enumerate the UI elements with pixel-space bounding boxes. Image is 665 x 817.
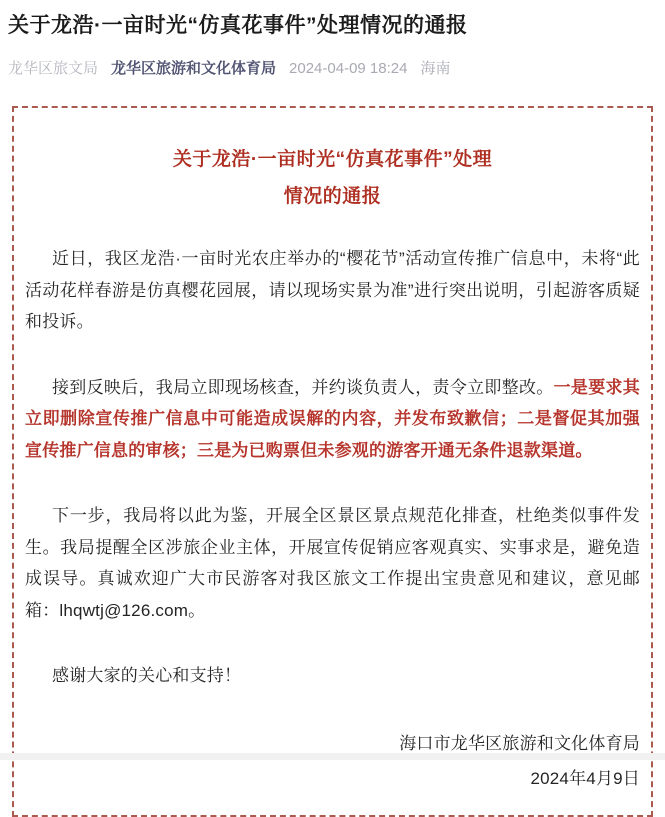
signature-date: 2024年4月9日 bbox=[530, 769, 640, 788]
notice-body bbox=[25, 243, 640, 795]
paragraph-incident: 近日，我区龙浩·一亩时光农庄举办的“樱花节”活动宣传推广信息中，未将“此活动花样春游是仿真樱花园展，请以现场实景为准”进行突出说明，引起游客质疑和投诉。 bbox=[25, 249, 640, 331]
paragraph-measures-intro: 接到反映后，我局立即现场核查，并约谈负责人，责令立即整改。 bbox=[52, 377, 554, 397]
page-bottom-divider bbox=[0, 753, 665, 760]
meta-source-tag: 龙华区旅文局 bbox=[8, 60, 99, 77]
paragraph-next-steps-text: 下一步，我局将以此为鉴，开展全区景区景点规范化排查，杜绝类似事件发生。我局提醒全区涉旅企业主体，开展宣传促销应客观真实、实事求是，避免造成误导。真诚欢迎广大市民游客对我区旅文工作提出宝贵意见和建议，意见邮箱： bbox=[25, 506, 640, 620]
notice-title bbox=[25, 141, 640, 215]
paragraph-next-steps bbox=[25, 500, 640, 626]
paragraph-next-steps-period: 。 bbox=[188, 600, 206, 620]
notice-title-line1: 关于龙浩·一亩时光“仿真花事件”处理 bbox=[172, 149, 493, 170]
meta-account-link[interactable]: 龙华区旅游和文化体育局 bbox=[111, 60, 277, 77]
article-meta-row bbox=[8, 57, 657, 78]
contact-email: lhqwtj@126.com bbox=[59, 600, 189, 620]
meta-region-label: 海南 bbox=[420, 60, 451, 77]
page-title: 关于龙浩·一亩时光“仿真花事件”处理情况的通报 bbox=[8, 14, 468, 37]
paragraph-thanks: 感谢大家的关心和支持！ bbox=[52, 666, 242, 685]
paragraph-measures-emphasis: 一是要求其立即删除宣传推广信息中可能造成误解的内容，并发布致歉信；二是督促其加强宣传推广信息的审核；三是为已购票但未参观的游客开通无条件退款渠道。 bbox=[25, 377, 640, 460]
signature-agency: 海口市龙华区旅游和文化体育局 bbox=[399, 733, 640, 753]
notice-box bbox=[12, 106, 653, 817]
notice-title-line2: 情况的通报 bbox=[283, 186, 382, 207]
paragraph-measures bbox=[25, 372, 640, 467]
meta-timestamp: 2024-04-09 18:24 bbox=[289, 60, 408, 77]
